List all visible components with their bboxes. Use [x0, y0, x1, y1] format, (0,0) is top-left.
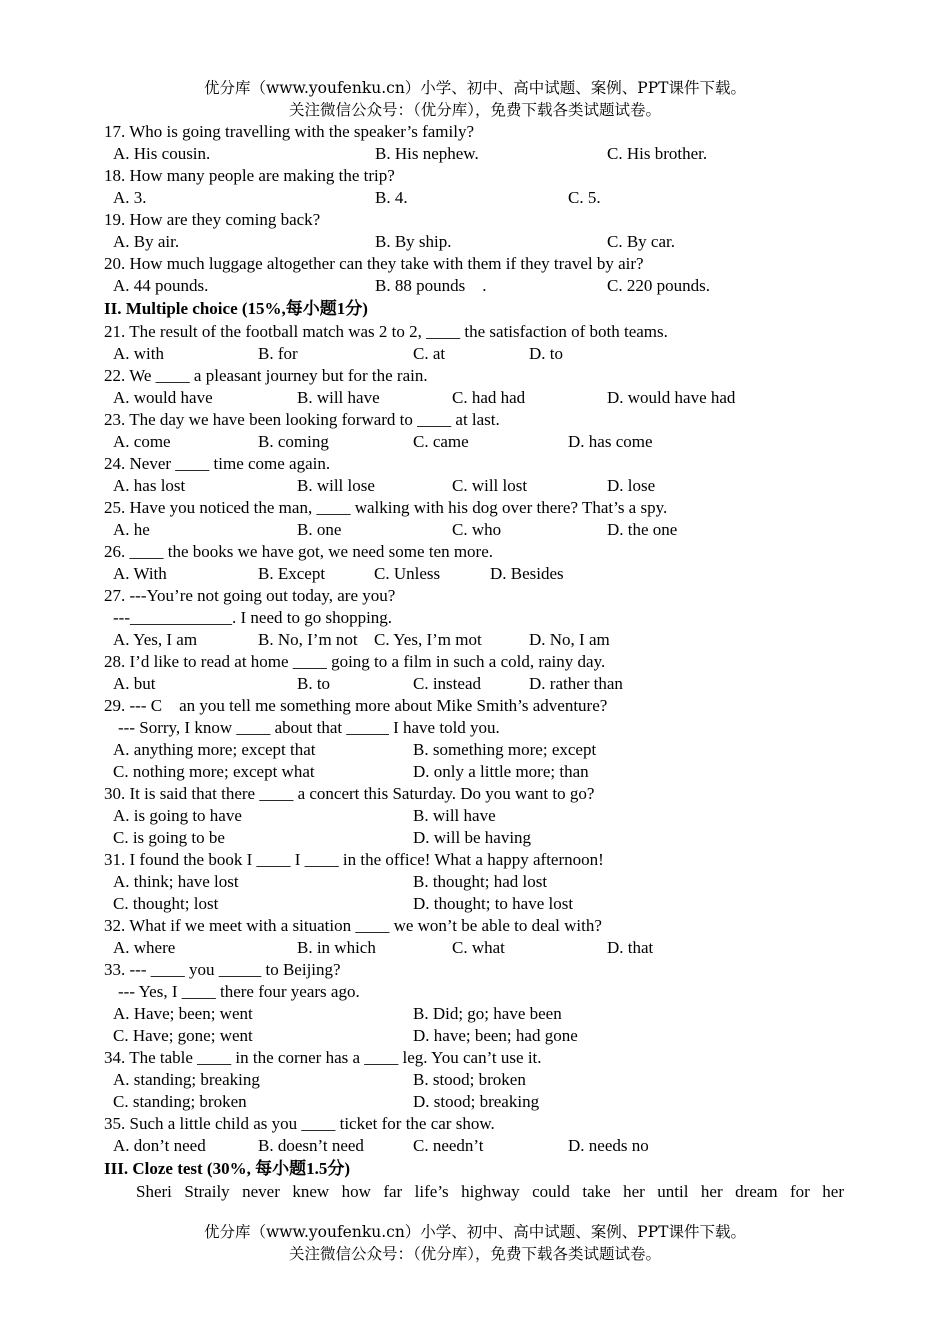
option-c: C. Yes, I’m mot — [374, 630, 482, 649]
option-d: D. have; been; had gone — [413, 1026, 578, 1045]
option-c: C. Have; gone; went — [113, 1026, 253, 1045]
option-a: A. come — [113, 432, 171, 451]
question-stem: 18. How many people are making the trip? — [104, 166, 395, 185]
option-a: A. think; have lost — [113, 872, 239, 891]
page-footer — [0, 1221, 950, 1265]
question-options — [0, 231, 950, 253]
question-options — [0, 871, 950, 893]
option-b: B. will have — [297, 388, 380, 407]
option-b: B. 4. — [375, 188, 408, 207]
option-b: B. to — [297, 674, 331, 693]
question-stem: 17. Who is going travelling with the speaker’s family? — [104, 122, 474, 141]
option-d: D. needs no — [568, 1136, 649, 1155]
option-c: C. at — [413, 344, 446, 363]
question-options — [0, 1069, 950, 1091]
option-b: B. Except — [258, 564, 326, 583]
option-d: D. lose — [607, 476, 656, 495]
question-options — [0, 1091, 950, 1113]
option-d: D. Besides — [490, 564, 564, 583]
option-a: A. he — [113, 520, 150, 539]
option-c: C. instead — [413, 674, 481, 693]
question-options — [0, 143, 950, 165]
question-options — [0, 1003, 950, 1025]
option-c: C. 220 pounds. — [607, 276, 710, 295]
option-d: D. the one — [607, 520, 678, 539]
option-c: C. standing; broken — [113, 1092, 247, 1111]
option-b: B. in which — [297, 938, 376, 957]
question-options — [0, 937, 950, 959]
option-a: A. By air. — [113, 232, 180, 251]
question-options — [0, 187, 950, 209]
question-options — [0, 275, 950, 297]
option-c: C. Unless — [374, 564, 441, 583]
option-a: A. with — [113, 344, 164, 363]
option-a: A. His cousin. — [113, 144, 211, 163]
question-options — [0, 805, 950, 827]
question-stem: 23. The day we have been looking forward to ____ at last. — [104, 410, 500, 429]
question-stem: 20. How much luggage altogether can they take with them if they travel by air? — [104, 254, 644, 273]
question-options — [0, 387, 950, 409]
question-stem: 33. --- ____ you _____ to Beijing? — [104, 960, 341, 979]
question-stem: 32. What if we meet with a situation ____ we won’t be able to deal with? — [104, 916, 602, 935]
option-b: B. something more; except — [413, 740, 597, 759]
option-a: A. has lost — [113, 476, 186, 495]
option-d: D. to — [529, 344, 563, 363]
option-a: A. but — [113, 674, 156, 693]
option-a: A. Have; been; went — [113, 1004, 253, 1023]
question-stem: 26. ____ the books we have got, we need some ten more. — [104, 542, 494, 561]
section-heading: III. Cloze test (30%, 每小题1.5分) — [104, 1159, 350, 1178]
question-options — [0, 1135, 950, 1157]
option-b: B. will have — [413, 806, 496, 825]
option-c: C. nothing more; except what — [113, 762, 315, 781]
option-a: A. 3. — [113, 188, 147, 207]
option-a: A. is going to have — [113, 806, 242, 825]
question-options — [0, 761, 950, 783]
question-stem: 34. The table ____ in the corner has a ____ leg. You can’t use it. — [104, 1048, 542, 1067]
option-a: A. With — [113, 564, 167, 583]
option-b: B. coming — [258, 432, 329, 451]
option-d: D. has come — [568, 432, 653, 451]
option-d: D. only a little more; than — [413, 762, 589, 781]
option-c: C. had had — [452, 388, 526, 407]
option-b: B. His nephew. — [375, 144, 479, 163]
question-stem: 21. The result of the football match was 2 to 2, ____ the satisfaction of both teams. — [104, 322, 668, 341]
question-stem: 28. I’d like to read at home ____ going to a film in such a cold, rainy day. — [104, 652, 606, 671]
question-stem: 35. Such a little child as you ____ ticket for the car show. — [104, 1114, 495, 1133]
option-a: A. standing; breaking — [113, 1070, 260, 1089]
option-d: D. No, I am — [529, 630, 610, 649]
question-stem: 30. It is said that there ____ a concert this Saturday. Do you want to go? — [104, 784, 595, 803]
section-heading: II. Multiple choice (15%,每小题1分) — [104, 299, 368, 318]
option-b: B. thought; had lost — [413, 872, 548, 891]
option-c: C. By car. — [607, 232, 675, 251]
option-c: C. thought; lost — [113, 894, 219, 913]
option-b: B. Did; go; have been — [413, 1004, 562, 1023]
cloze-paragraph: Sheri Straily never knew how far life’s highway could take her until her dream for her — [136, 1182, 844, 1201]
option-a: A. anything more; except that — [113, 740, 316, 759]
option-c: C. came — [413, 432, 469, 451]
option-b: B. By ship. — [375, 232, 452, 251]
option-c: C. 5. — [568, 188, 601, 207]
question-options — [0, 475, 950, 497]
option-d: D. that — [607, 938, 654, 957]
question-options — [0, 739, 950, 761]
option-b: B. one — [297, 520, 342, 539]
question-options — [0, 519, 950, 541]
option-b: B. 88 pounds . — [375, 276, 487, 295]
option-b: B. doesn’t need — [258, 1136, 364, 1155]
footer-line-2: 关注微信公众号：（优分库），免费下载各类试题试卷。 — [288, 1245, 661, 1263]
question-options — [0, 343, 950, 365]
question-options — [0, 827, 950, 849]
option-b: B. for — [258, 344, 298, 363]
question-stem: 31. I found the book I ____ I ____ in the office! What a happy afternoon! — [104, 850, 604, 869]
option-d: D. would have had — [607, 388, 736, 407]
header-line-1: 优分库（www.youfenku.cn）小学、初中、高中试题、案例、PPT课件下载。 — [203, 79, 747, 97]
option-c: C. His brother. — [607, 144, 708, 163]
question-stem: 29. --- C an you tell me something more about Mike Smith’s adventure? — [104, 696, 608, 715]
option-c: C. what — [452, 938, 505, 957]
option-b: B. stood; broken — [413, 1070, 526, 1089]
option-a: A. 44 pounds. — [113, 276, 209, 295]
question-stem: 19. How are they coming back? — [104, 210, 321, 229]
option-d: D. thought; to have lost — [413, 894, 574, 913]
question-stem-continued: --- Sorry, I know ____ about that _____ I have told you. — [118, 718, 500, 737]
question-options — [0, 1025, 950, 1047]
option-b: B. will lose — [297, 476, 375, 495]
question-stem: 24. Never ____ time come again. — [104, 454, 331, 473]
option-a: A. don’t need — [113, 1136, 206, 1155]
question-stem: 22. We ____ a pleasant journey but for the rain. — [104, 366, 428, 385]
option-d: D. rather than — [529, 674, 623, 693]
question-options — [0, 673, 950, 695]
option-d: D. stood; breaking — [413, 1092, 540, 1111]
question-stem-continued: ---____________. I need to go shopping. — [113, 608, 393, 627]
header-line-2: 关注微信公众号：（优分库），免费下载各类试题试卷。 — [288, 101, 661, 119]
option-c: C. will lost — [452, 476, 528, 495]
question-stem: 25. Have you noticed the man, ____ walking with his dog over there? That’s a spy. — [104, 498, 668, 517]
question-options — [0, 431, 950, 453]
question-options — [0, 563, 950, 585]
option-c: C. is going to be — [113, 828, 225, 847]
option-b: B. No, I’m not — [258, 630, 358, 649]
page-header — [0, 77, 950, 121]
option-a: A. where — [113, 938, 176, 957]
question-stem-continued: --- Yes, I ____ there four years ago. — [118, 982, 360, 1001]
option-a: A. Yes, I am — [113, 630, 198, 649]
question-options — [0, 629, 950, 651]
option-c: C. who — [452, 520, 502, 539]
footer-line-1: 优分库（www.youfenku.cn）小学、初中、高中试题、案例、PPT课件下载。 — [203, 1223, 747, 1241]
option-a: A. would have — [113, 388, 213, 407]
option-d: D. will be having — [413, 828, 532, 847]
question-options — [0, 893, 950, 915]
question-stem: 27. ---You’re not going out today, are you? — [104, 586, 396, 605]
option-c: C. needn’t — [413, 1136, 484, 1155]
